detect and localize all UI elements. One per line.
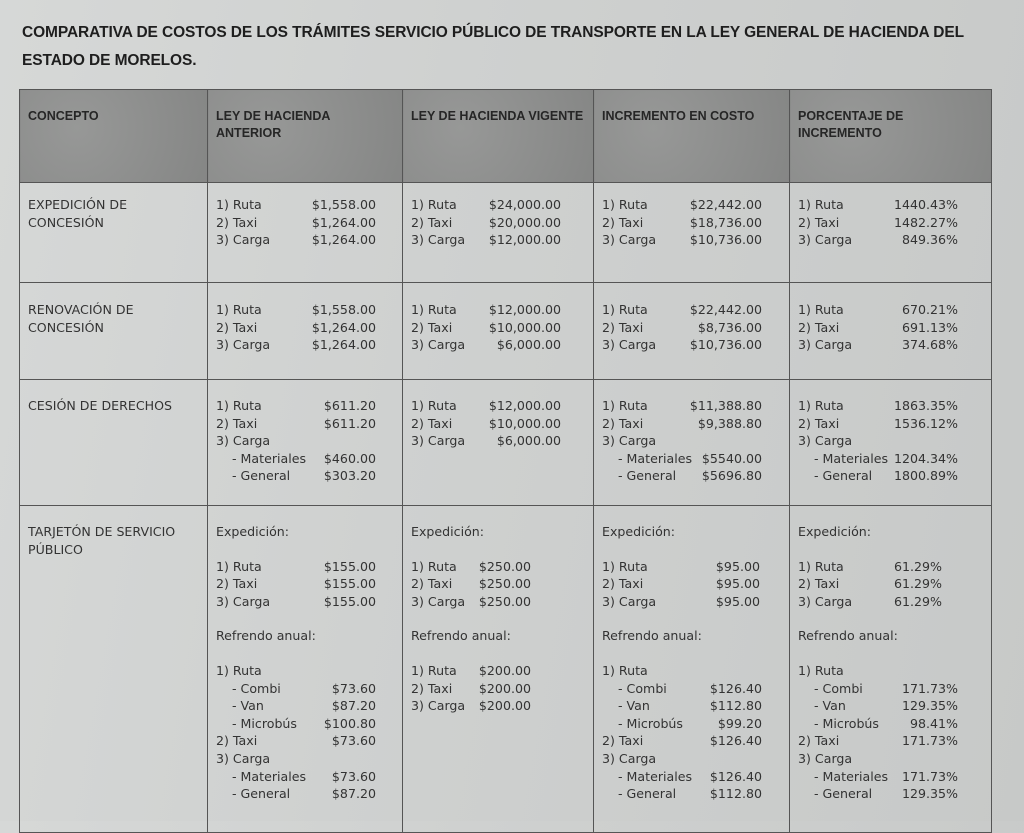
line-label: 2) Taxi [411,319,453,335]
anterior-cell [208,506,403,833]
incremento-cell [594,183,790,283]
line-value: 849.36% [901,232,958,248]
line-label: 1) Ruta [411,558,457,574]
line-item [602,750,762,768]
line-item [602,196,762,214]
line-value: $10,000.00 [488,319,561,335]
line-item [216,593,376,611]
line-label: 3) Carga [411,593,466,609]
line-value: $303.20 [323,468,376,484]
line-item [216,697,376,715]
line-value: 61.29% [893,576,942,592]
line-item [798,785,958,803]
line-item [798,750,958,768]
line-value: $250.00 [478,593,531,609]
line-value: $1,264.00 [311,319,376,335]
line-label: - Microbús [232,715,297,731]
refrendo-label: Refrendo anual: [411,628,511,644]
line-item [216,680,376,698]
line-item [411,593,531,611]
line-value: $99.20 [717,715,762,731]
line-item [602,680,762,698]
line-label: 1) Ruta [798,302,844,317]
concept-cell: EXPEDICIÓN DE CONCESIÓN [20,183,208,283]
line-label: 1) Ruta [411,197,457,212]
line-value: $5540.00 [701,450,762,466]
line-label: 2) Taxi [411,214,453,230]
line-label: - General [618,468,677,484]
line-item [216,214,376,232]
line-label: 2) Taxi [216,576,258,592]
line-label: - Materiales [232,768,307,784]
concept-cell: RENOVACIÓN DE CONCESIÓN [20,283,208,380]
line-value: $112.80 [709,698,762,714]
line-value: $6,000.00 [496,337,561,353]
line-value: 171.73% [901,733,958,749]
line-item [216,768,376,786]
line-value: $5696.80 [701,468,762,484]
line-item [216,196,376,214]
line-label: 3) Carga [411,337,466,353]
line-value: $200.00 [478,680,531,696]
line-label: - General [814,786,873,802]
line-value: 1440.43% [893,197,958,212]
line-label: 3) Carga [411,232,466,248]
line-item [216,715,376,733]
line-item [411,336,561,354]
line-label: 2) Taxi [602,415,644,431]
line-label: - Combi [814,680,863,696]
line-item [798,196,958,214]
line-item [411,662,531,680]
vigente-cell [403,380,594,506]
line-value: $200.00 [478,662,531,678]
line-item [411,397,561,415]
line-item [411,214,561,232]
line-item [216,397,376,415]
concept-cell: CESIÓN DE DERECHOS [20,380,208,506]
line-item [411,196,561,214]
line-value: $87.20 [331,698,376,714]
header-ley-vigente: LEY DE HACIENDA VIGENTE [403,90,594,183]
document-title: COMPARATIVA DE COSTOS DE LOS TRÁMITES SERVICIO PÚBLICO DE TRANSPORTE EN LA LEY GENERAL DE HACIENDA DEL ESTADO DE MORELOS. [22,24,964,69]
line-value: 171.73% [901,680,958,696]
line-item [216,415,376,433]
line-label: 3) Carga [216,337,271,353]
line-label: 1) Ruta [602,662,648,678]
line-value: $155.00 [323,558,376,574]
header-ley-anterior: LEY DE HACIENDA ANTERIOR [208,90,403,183]
line-item [602,662,762,680]
line-label: 2) Taxi [602,214,644,230]
line-label: 2) Taxi [216,214,258,230]
header-incremento-costo: INCREMENTO EN COSTO [594,90,790,183]
line-label: 2) Taxi [602,733,644,749]
line-item [602,697,762,715]
line-label: 1) Ruta [798,662,844,678]
line-label: - Microbús [618,715,683,731]
line-item [602,768,762,786]
line-item [216,558,376,576]
line-value: $11,388.80 [689,398,762,413]
line-value: 61.29% [893,558,942,574]
line-item [411,231,561,249]
line-item [798,715,958,733]
line-item [602,231,762,249]
line-label: 2) Taxi [602,319,644,335]
line-value: $87.20 [331,786,376,802]
vigente-cell [403,183,594,283]
line-value: $1,558.00 [311,302,376,317]
line-label: - General [232,468,291,484]
line-label: 3) Carga [798,232,853,248]
line-value: 98.41% [909,715,958,731]
line-value: $22,442.00 [689,302,762,317]
line-value: $8,736.00 [697,319,762,335]
header-porcentaje-incremento: PORCENTAJE DE INCREMENTO [790,90,992,183]
line-label: 2) Taxi [411,576,453,592]
line-value: $22,442.00 [689,197,762,212]
refrendo-label: Refrendo anual: [216,628,316,644]
line-label: 3) Carga [216,593,271,609]
line-label: 3) Carga [216,750,271,766]
line-item [798,558,942,576]
line-item [602,397,762,415]
line-item [216,575,376,593]
line-item [216,732,376,750]
line-item [602,467,762,485]
incremento-cell [594,380,790,506]
porcentaje-cell [790,380,992,506]
line-value: $126.40 [709,680,762,696]
porcentaje-cell [790,506,992,833]
line-value: $6,000.00 [496,433,561,449]
table-row-tarjeton-servicio-publico [20,506,992,833]
line-value: $100.80 [323,715,376,731]
line-value: $250.00 [478,558,531,574]
line-value: 1204.34% [893,450,958,466]
line-value: $20,000.00 [488,214,561,230]
line-label: 3) Carga [602,232,657,248]
line-label: - Van [618,698,650,714]
line-label: - Materiales [618,768,693,784]
line-item [798,432,958,450]
line-item [602,450,762,468]
line-label: 2) Taxi [798,214,840,230]
table-row-cesion-derechos [20,380,992,506]
line-label: 1) Ruta [798,558,844,574]
line-label: 3) Carga [216,232,271,248]
line-item [602,575,760,593]
anterior-cell [208,380,403,506]
line-item [216,467,376,485]
line-label: 2) Taxi [602,576,644,592]
line-value: $73.60 [331,733,376,749]
line-item [216,450,376,468]
line-value: $10,000.00 [488,415,561,431]
line-item [798,697,958,715]
line-value: $200.00 [478,698,531,714]
line-value: $1,264.00 [311,337,376,353]
line-item [411,680,531,698]
line-value: $12,000.00 [488,232,561,248]
line-value: $1,558.00 [311,197,376,212]
line-item [798,662,958,680]
line-label: 1) Ruta [602,302,648,317]
line-item [798,319,958,337]
line-value: $112.80 [709,786,762,802]
line-item [216,785,376,803]
line-item [411,575,531,593]
line-label: 1) Ruta [602,558,648,574]
line-item [411,432,561,450]
line-label: 2) Taxi [798,319,840,335]
concept-cell: TARJETÓN DE SERVICIO PÚBLICO [20,506,208,833]
line-value: $611.20 [323,415,376,431]
line-item [602,319,762,337]
line-item [411,319,561,337]
line-label: 2) Taxi [798,576,840,592]
line-label: 2) Taxi [411,680,453,696]
line-label: 3) Carga [798,433,853,449]
line-item [798,450,958,468]
line-label: - General [232,786,291,802]
line-value: $73.60 [331,768,376,784]
expedicion-label: Expedición: [216,524,289,539]
line-label: 2) Taxi [411,415,453,431]
line-value: 129.35% [901,786,958,802]
line-label: 3) Carga [798,593,853,609]
porcentaje-cell [790,283,992,380]
line-label: 2) Taxi [216,319,258,335]
line-label: 3) Carga [216,433,271,449]
line-item [602,593,760,611]
line-label: 1) Ruta [411,398,457,413]
line-label: 3) Carga [798,337,853,353]
line-item [798,467,958,485]
line-value: $24,000.00 [488,197,561,212]
expedicion-label: Expedición: [411,524,484,539]
anterior-cell [208,283,403,380]
line-value: $9,388.80 [697,415,762,431]
line-label: 1) Ruta [216,197,262,212]
line-label: 2) Taxi [216,415,258,431]
line-item [411,415,561,433]
line-value: 129.35% [901,698,958,714]
line-value: $12,000.00 [488,302,561,317]
line-value: $126.40 [709,733,762,749]
line-label: 1) Ruta [216,398,262,413]
line-item [798,575,942,593]
line-label: 2) Taxi [798,415,840,431]
line-item [798,593,942,611]
expedicion-label: Expedición: [602,524,675,539]
line-item [602,301,762,319]
line-value: $250.00 [478,576,531,592]
line-item [602,558,760,576]
line-label: 3) Carga [602,750,657,766]
line-value: 61.29% [893,593,942,609]
line-item [602,415,762,433]
table-row-renovacion-concesion [20,283,992,380]
refrendo-label: Refrendo anual: [798,628,898,644]
line-value: 171.73% [901,768,958,784]
line-label: 3) Carga [411,698,466,714]
line-item [216,336,376,354]
porcentaje-cell [790,183,992,283]
line-label: - General [618,786,677,802]
line-value: $1,264.00 [311,232,376,248]
line-item [602,214,762,232]
line-label: - Materiales [814,768,889,784]
line-label: - Combi [232,680,281,696]
line-item [798,680,958,698]
line-item [216,301,376,319]
line-label: 1) Ruta [216,558,262,574]
vigente-cell [403,283,594,380]
line-value: $12,000.00 [488,398,561,413]
line-item [216,662,376,680]
line-value: 1800.89% [893,468,958,484]
line-value: 670.21% [901,302,958,317]
line-value: $155.00 [323,593,376,609]
expedicion-label: Expedición: [798,524,871,539]
line-label: - Van [232,698,264,714]
line-label: 1) Ruta [798,197,844,212]
line-label: 1) Ruta [216,662,262,678]
line-item [216,319,376,337]
line-item [602,715,762,733]
line-item [602,336,762,354]
line-value: 691.13% [901,319,958,335]
header-concepto: CONCEPTO [20,90,208,183]
table-row-expedicion-concesion [20,183,992,283]
line-value: 374.68% [901,337,958,353]
line-label: 3) Carga [602,593,657,609]
line-item [798,231,958,249]
cost-comparison-table [19,89,992,833]
line-item [602,732,762,750]
line-label: - Van [814,698,846,714]
line-label: - General [814,468,873,484]
line-value: $18,736.00 [689,214,762,230]
line-value: $10,736.00 [689,232,762,248]
line-item [216,432,376,450]
line-label: 1) Ruta [411,302,457,317]
line-label: 1) Ruta [216,302,262,317]
line-label: 3) Carga [602,433,657,449]
anterior-cell [208,183,403,283]
incremento-cell [594,283,790,380]
line-value: $126.40 [709,768,762,784]
line-label: - Materiales [232,450,307,466]
line-item [798,336,958,354]
header-row [20,90,992,183]
line-item [798,768,958,786]
line-label: 3) Carga [798,750,853,766]
line-label: 1) Ruta [602,197,648,212]
line-label: 2) Taxi [798,733,840,749]
line-item [602,432,762,450]
line-value: $1,264.00 [311,214,376,230]
line-label: - Combi [618,680,667,696]
line-label: - Microbús [814,715,879,731]
line-value: 1863.35% [893,398,958,413]
line-label: 2) Taxi [216,733,258,749]
line-value: $611.20 [323,398,376,413]
line-item [411,558,531,576]
line-label: 3) Carga [411,433,466,449]
line-value: $10,736.00 [689,337,762,353]
line-value: $95.00 [715,593,760,609]
line-label: 3) Carga [602,337,657,353]
line-value: 1482.27% [893,214,958,230]
line-label: - Materiales [618,450,693,466]
line-item [411,301,561,319]
line-value: $95.00 [715,558,760,574]
line-label: 1) Ruta [411,662,457,678]
line-item [798,397,958,415]
line-value: $460.00 [323,450,376,466]
line-item [798,415,958,433]
line-value: 1536.12% [893,415,958,431]
line-item [216,231,376,249]
line-value: $73.60 [331,680,376,696]
line-item [798,732,958,750]
line-item [798,214,958,232]
line-item [602,785,762,803]
vigente-cell [403,506,594,833]
line-value: $95.00 [715,576,760,592]
line-label: 1) Ruta [602,398,648,413]
refrendo-label: Refrendo anual: [602,628,702,644]
incremento-cell [594,506,790,833]
line-label: - Materiales [814,450,889,466]
line-item [216,750,376,768]
line-value: $155.00 [323,576,376,592]
line-item [411,697,531,715]
line-item [798,301,958,319]
line-label: 1) Ruta [798,398,844,413]
